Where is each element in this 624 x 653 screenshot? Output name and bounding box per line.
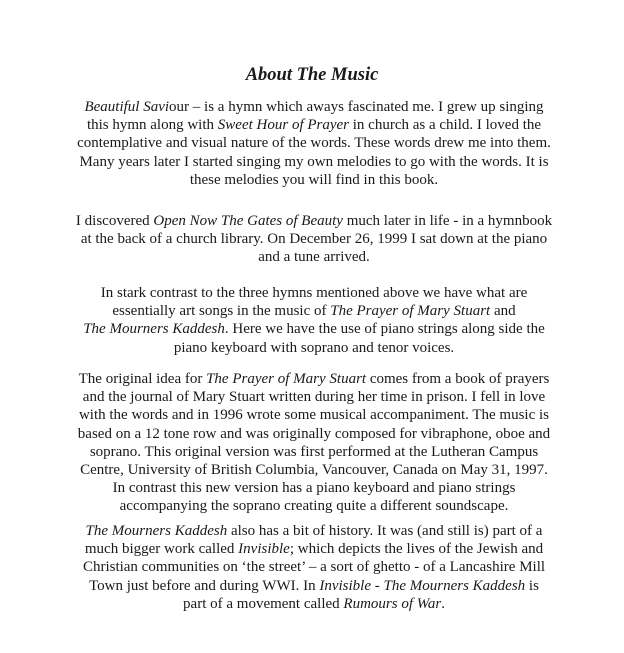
paragraph-mourners-kaddesh [48, 522, 580, 613]
text-line [48, 320, 580, 338]
text-segment: Centre, University of British Columbia, Vancouver, Canada on May 31, 1997. [80, 462, 548, 479]
italic-title-text: Invisible - The Mourners Kaddesh [319, 577, 526, 594]
text-segment: at the back of a church library. On December 26, 1999 I sat down at the piano [80, 231, 548, 248]
text-line [48, 540, 580, 558]
text-segment: piano keyboard with soprano and tenor voices. [173, 339, 455, 356]
text-segment: The original idea for [78, 371, 207, 387]
text-segment: soprano. This original version was first performed at the Lutheran Campus [89, 443, 539, 460]
text-line [48, 212, 580, 230]
text-line [48, 406, 580, 424]
text-line [48, 425, 580, 443]
text-segment: our – is a hymn which aways fascinated me. I grew up singing [169, 99, 544, 115]
text-line [48, 558, 580, 576]
text-segment: In contrast this new version has a piano keyboard and piano strings [112, 480, 516, 497]
text-line [48, 461, 580, 479]
text-segment: and a tune arrived. [258, 249, 370, 266]
text-segment: in church as a child. I loved the [349, 117, 542, 134]
text-line [48, 577, 580, 595]
text-line [48, 595, 580, 613]
text-line [48, 497, 580, 515]
italic-title-text: The Mourners Kaddesh [83, 321, 225, 338]
italic-title-text: Sweet Hour of Prayer [217, 117, 350, 134]
text-segment: part of a movement called [183, 595, 344, 612]
text-segment: comes from a book of prayers [366, 371, 550, 387]
text-segment: also has a bit of history. It was (and still is) part of a [227, 523, 543, 539]
text-line [48, 302, 580, 320]
text-line [48, 98, 580, 116]
text-segment: and [490, 303, 516, 320]
text-line [48, 370, 580, 388]
text-segment: these melodies you will find in this book. [189, 171, 439, 188]
text-line [48, 388, 580, 406]
text-segment: Town just before and during WWI. In [89, 577, 320, 594]
text-line [48, 153, 580, 171]
italic-title-text: Rumours of War [343, 595, 442, 612]
paragraph-prayer-of-mary-stuart [48, 370, 580, 516]
text-line [48, 479, 580, 497]
text-segment: . [441, 595, 445, 612]
italic-title-text: Beautiful Savi [84, 99, 170, 115]
text-segment: Christian communities on ‘the street’ – a sort of ghetto - of a Lancashire Mill [82, 559, 546, 576]
text-segment: accompanying the soprano creating quite a different soundscape. [119, 498, 509, 515]
paragraph-open-now-the-gates [48, 212, 580, 267]
text-segment: essentially art songs in the music of [112, 303, 331, 320]
text-segment: with the words and in 1996 wrote some musical accompaniment. The music is [78, 407, 550, 424]
italic-title-text: The Prayer of Mary Stuart [206, 371, 367, 387]
paragraph-art-songs [48, 284, 580, 357]
text-segment: Many years later I started singing my own melodies to go with the words. It is [79, 153, 549, 170]
text-segment: much later in life - in a hymnbook [342, 213, 553, 229]
italic-title-text: Invisible [238, 541, 290, 558]
italic-title-text: The Prayer of Mary Stuart [330, 303, 491, 320]
text-line [48, 248, 580, 266]
italic-title-text: The Mourners Kaddesh [85, 523, 228, 539]
text-segment: . Here we have the use of piano strings along side the [224, 321, 545, 338]
paragraph-beautiful-saviour [48, 98, 580, 189]
text-segment: based on a 12 tone row and was originally composed for vibraphone, oboe and [77, 425, 551, 442]
text-segment: In stark contrast to the three hymns mentioned above we have what are [100, 285, 528, 301]
text-line [48, 522, 580, 540]
text-segment: is [525, 577, 539, 594]
text-segment: contemplative and visual nature of the words. These words drew me into them. [77, 135, 551, 152]
text-line [48, 443, 580, 461]
text-line [48, 171, 580, 189]
italic-title-text: Open Now The Gates of Beauty [153, 213, 343, 229]
text-segment: I discovered [75, 213, 154, 229]
text-line [48, 134, 580, 152]
text-line [48, 116, 580, 134]
text-segment: much bigger work called [84, 541, 239, 558]
page-title: About The Music [245, 65, 379, 85]
text-line [48, 284, 580, 302]
text-line [48, 339, 580, 357]
text-line [48, 230, 580, 248]
text-segment: ; which depicts the lives of the Jewish and [289, 541, 544, 558]
text-segment: this hymn along with [86, 117, 218, 134]
text-segment: and the journal of Mary Stuart written during her time in prison. I fell in love [82, 389, 546, 406]
